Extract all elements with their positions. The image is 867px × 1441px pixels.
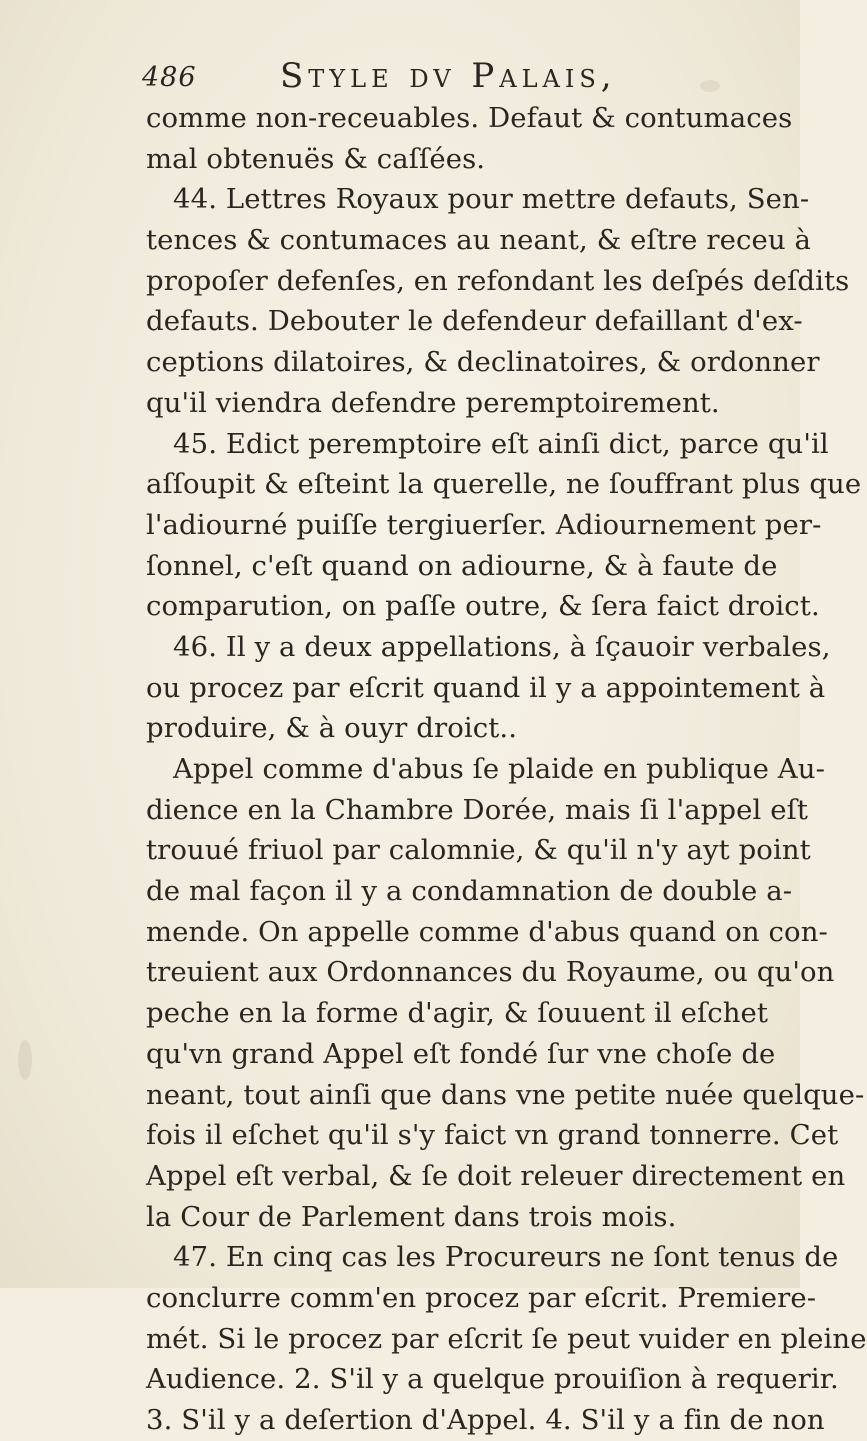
text-line: mal obtenuës & caſſées. [146, 142, 486, 175]
text-line: Appel eſt verbal, & ſe doit releuer directement en [146, 1159, 846, 1192]
text-line: fois il eſchet qu'il s'y faict vn grand tonnerre. Cet [146, 1119, 839, 1152]
text-line: l'adiourné puiſſe tergiuerſer. Adiournement per- [146, 508, 822, 541]
text-line: mende. On appelle comme d'abus quand on con- [146, 915, 828, 948]
text-line: tences & contumaces au neant, & eſtre receu à [146, 224, 812, 257]
text-line: Audience. 2. S'il y a quelque prouiſion à requerir. [146, 1363, 839, 1396]
body-text [146, 98, 867, 1441]
text-line: ſonnel, c'eſt quand on adiourne, & à faute de [146, 549, 778, 582]
page-number: 486 [142, 62, 197, 93]
text-line: Appel comme d'abus ſe plaide en publique Au- [173, 753, 825, 785]
text-line: qu'vn grand Appel eſt fondé ſur vne choſe de [146, 1037, 776, 1070]
text-line: ceptions dilatoires, & declinatoires, & ordonner [146, 346, 820, 379]
text-line: 47. En cinq cas les Procureurs ne ſont tenus de [173, 1241, 839, 1274]
text-line: comparution, on paſſe outre, & ſera faict droict. [146, 590, 820, 623]
text-line: peche en la forme d'agir, & ſouuent il eſchet [146, 997, 769, 1030]
page-header [142, 56, 782, 100]
paper-stain [18, 1040, 32, 1080]
text-line: 45. Edict peremptoire eſt ainſi dict, parce qu'il [173, 427, 829, 460]
text-line: propoſer defenſes, en refondant les deſpés deſdits [146, 264, 850, 297]
text-line: neant, tout ainſi que dans vne petite nuée quelque- [146, 1078, 865, 1111]
text-line: comme non-receuables. Defaut & contumaces [146, 102, 793, 134]
text-line: dience en la Chambre Dorée, mais ſi l'appel eſt [146, 793, 809, 826]
text-line: la Cour de Parlement dans trois mois. [146, 1200, 677, 1233]
running-title: Style dv Palais, [280, 56, 617, 96]
text-line: 3. S'il y a deſertion d'Appel. 4. S'il y a fin de non [146, 1404, 825, 1436]
text-line: trouué friuol par calomnie, & qu'il n'y ayt point [146, 834, 811, 867]
text-line: de mal façon il y a condamnation de double a- [146, 875, 793, 908]
text-line: mét. Si le procez par eſcrit ſe peut vuider en pleine [146, 1322, 867, 1355]
text-line: 46. Il y a deux appellations, à ſçauoir verbales, [173, 630, 831, 663]
text-line: ou procez par eſcrit quand il y a appointement à [146, 671, 826, 704]
text-line: qu'il viendra defendre peremptoirement. [146, 386, 720, 419]
text-line: produire, & à ouyr droict.. [146, 712, 518, 745]
text-line: defauts. Debouter le defendeur defaillant d'ex- [146, 305, 803, 338]
text-line: treuient aux Ordonnances du Royaume, ou qu'on [146, 956, 835, 989]
text-line: 44. Lettres Royaux pour mettre defauts, Sen- [173, 183, 810, 216]
text-line: conclurre comm'en procez par eſcrit. Premiere- [146, 1281, 817, 1314]
text-line: aſſoupit & eſteint la querelle, ne ſouffrant plus que [146, 468, 862, 501]
